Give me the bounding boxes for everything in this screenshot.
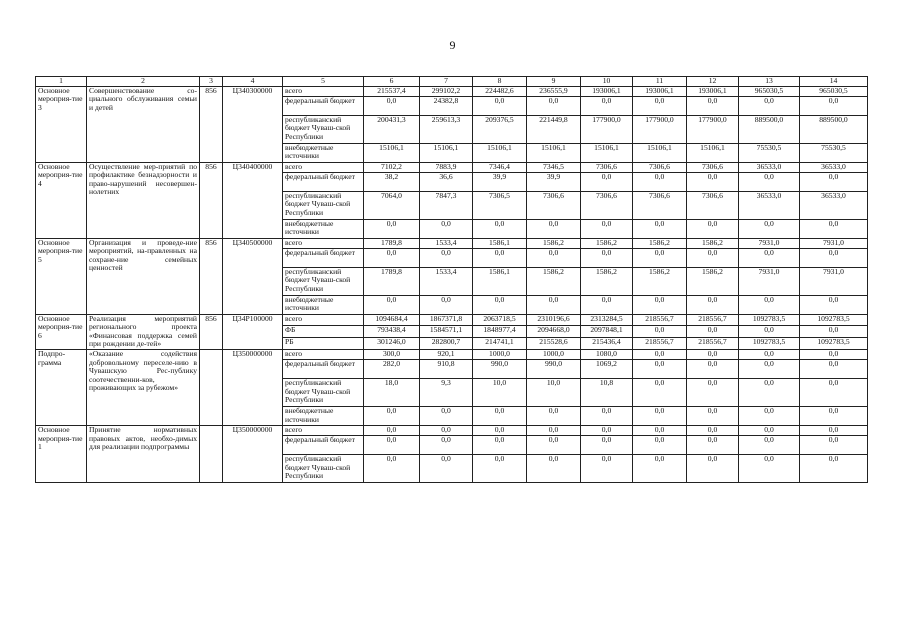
- value-cell: 0,0: [527, 295, 581, 314]
- value-cell: 0,0: [420, 435, 473, 454]
- value-cell: 38,2: [364, 172, 420, 191]
- header-cell: 1: [36, 77, 87, 87]
- value-cell: 9,3: [420, 378, 473, 406]
- value-cell: 0,0: [633, 425, 687, 435]
- block-code: Ц340300000: [223, 86, 283, 162]
- value-cell: 0,0: [800, 96, 868, 115]
- value-cell: 15106,1: [633, 143, 687, 162]
- value-cell: 7064,0: [364, 191, 420, 219]
- funding-source: внебюджетные источники: [283, 219, 364, 238]
- value-cell: 7306,6: [633, 162, 687, 172]
- value-cell: 15106,1: [687, 143, 739, 162]
- value-cell: 0,0: [527, 219, 581, 238]
- header-cell: 10: [581, 77, 633, 87]
- funding-source: всего: [283, 425, 364, 435]
- value-cell: 0,0: [581, 425, 633, 435]
- value-cell: 177900,0: [687, 115, 739, 143]
- value-cell: 215537,4: [364, 86, 420, 96]
- value-cell: 218556,7: [687, 314, 739, 326]
- value-cell: 1092783,5: [800, 314, 868, 326]
- table-header-row: [36, 77, 868, 87]
- value-cell: 39,9: [527, 172, 581, 191]
- value-cell: 1867371,8: [420, 314, 473, 326]
- value-cell: 1848977,4: [473, 326, 527, 338]
- value-cell: 0,0: [527, 248, 581, 267]
- value-cell: 889500,0: [800, 115, 868, 143]
- value-cell: 2310196,6: [527, 314, 581, 326]
- value-cell: 15106,1: [473, 143, 527, 162]
- value-cell: 1789,8: [364, 267, 420, 295]
- value-cell: 990,0: [527, 359, 581, 378]
- value-cell: 0,0: [364, 248, 420, 267]
- value-cell: 7931,0: [739, 238, 800, 248]
- value-cell: 221449,8: [527, 115, 581, 143]
- value-cell: 300,0: [364, 349, 420, 359]
- value-cell: 24382,8: [420, 96, 473, 115]
- value-cell: 15106,1: [364, 143, 420, 162]
- value-cell: 910,8: [420, 359, 473, 378]
- value-cell: 1586,1: [473, 267, 527, 295]
- block-column-3: [200, 425, 223, 482]
- value-cell: 0,0: [473, 295, 527, 314]
- value-cell: 0,0: [364, 454, 420, 482]
- value-cell: 965030,5: [800, 86, 868, 96]
- value-cell: 0,0: [739, 219, 800, 238]
- value-cell: 224482,6: [473, 86, 527, 96]
- value-cell: 2063718,5: [473, 314, 527, 326]
- value-cell: 0,0: [687, 378, 739, 406]
- value-cell: 282,0: [364, 359, 420, 378]
- header-cell: 9: [527, 77, 581, 87]
- value-cell: 0,0: [420, 219, 473, 238]
- value-cell: 7306,6: [687, 162, 739, 172]
- value-cell: 193006,1: [687, 86, 739, 96]
- value-cell: 10,8: [581, 378, 633, 406]
- value-cell: 1586,2: [527, 238, 581, 248]
- value-cell: 0,0: [633, 349, 687, 359]
- value-cell: 0,0: [633, 435, 687, 454]
- value-cell: 0,0: [420, 248, 473, 267]
- value-cell: 1586,2: [581, 238, 633, 248]
- value-cell: 0,0: [800, 219, 868, 238]
- block-column-3: 856: [200, 314, 223, 349]
- value-cell: 0,0: [581, 219, 633, 238]
- block-column-3: 856: [200, 162, 223, 238]
- value-cell: 0,0: [473, 219, 527, 238]
- funding-source: федеральный бюджет: [283, 359, 364, 378]
- value-cell: 7306,6: [581, 162, 633, 172]
- value-cell: 0,0: [633, 406, 687, 425]
- value-cell: 0,0: [633, 454, 687, 482]
- value-cell: 0,0: [581, 96, 633, 115]
- value-cell: 7306,6: [633, 191, 687, 219]
- block-code: Ц340400000: [223, 162, 283, 238]
- value-cell: 215436,4: [581, 338, 633, 350]
- value-cell: 0,0: [527, 435, 581, 454]
- block-code: Ц340500000: [223, 238, 283, 314]
- value-cell: 793438,4: [364, 326, 420, 338]
- block-description: Совершенствование со-циального обслуживания семьи и детей: [87, 86, 200, 162]
- value-cell: 0,0: [800, 378, 868, 406]
- value-cell: 301246,0: [364, 338, 420, 350]
- header-cell: 11: [633, 77, 687, 87]
- block-column-3: 856: [200, 86, 223, 162]
- header-cell: 7: [420, 77, 473, 87]
- value-cell: 0,0: [739, 454, 800, 482]
- value-cell: 0,0: [364, 219, 420, 238]
- funding-source: республиканский бюджет Чуваш-ской Республики: [283, 115, 364, 143]
- funding-source: всего: [283, 86, 364, 96]
- value-cell: 7931,0: [800, 267, 868, 295]
- header-cell: 8: [473, 77, 527, 87]
- value-cell: 920,1: [420, 349, 473, 359]
- value-cell: 0,0: [687, 454, 739, 482]
- value-cell: 259613,3: [420, 115, 473, 143]
- value-cell: 7306,5: [473, 191, 527, 219]
- value-cell: 1094684,4: [364, 314, 420, 326]
- value-cell: 0,0: [420, 425, 473, 435]
- value-cell: 1586,2: [581, 267, 633, 295]
- header-cell: 2: [87, 77, 200, 87]
- value-cell: 965030,5: [739, 86, 800, 96]
- value-cell: 18,0: [364, 378, 420, 406]
- value-cell: 1533,4: [420, 267, 473, 295]
- value-cell: 990,0: [473, 359, 527, 378]
- value-cell: 177900,0: [581, 115, 633, 143]
- value-cell: 0,0: [364, 435, 420, 454]
- funding-source: республиканский бюджет Чуваш-ской Республики: [283, 191, 364, 219]
- value-cell: 0,0: [800, 454, 868, 482]
- funding-source: республиканский бюджет Чуваш-ской Республики: [283, 454, 364, 482]
- value-cell: 7306,6: [687, 191, 739, 219]
- value-cell: 214741,1: [473, 338, 527, 350]
- value-cell: 193006,1: [633, 86, 687, 96]
- value-cell: 1586,2: [527, 267, 581, 295]
- value-cell: 0,0: [364, 406, 420, 425]
- value-cell: 2313284,5: [581, 314, 633, 326]
- block-description: Принятие нормативных правовых актов, необхо-димых для реализации подпрограммы: [87, 425, 200, 482]
- value-cell: 1069,2: [581, 359, 633, 378]
- funding-source: всего: [283, 349, 364, 359]
- value-cell: 0,0: [739, 425, 800, 435]
- value-cell: 7931,0: [800, 238, 868, 248]
- value-cell: 7306,6: [527, 191, 581, 219]
- value-cell: 10,0: [527, 378, 581, 406]
- value-cell: 0,0: [687, 172, 739, 191]
- value-cell: 0,0: [420, 454, 473, 482]
- value-cell: 0,0: [800, 359, 868, 378]
- value-cell: 1000,0: [473, 349, 527, 359]
- value-cell: 0,0: [633, 295, 687, 314]
- value-cell: 218556,7: [633, 338, 687, 350]
- block-description: Реализация мероприятий регионального проекта «Финансовая поддержка семей при рождении де-тей»: [87, 314, 200, 349]
- value-cell: 177900,0: [633, 115, 687, 143]
- value-cell: 0,0: [473, 96, 527, 115]
- value-cell: 39,9: [473, 172, 527, 191]
- funding-source: всего: [283, 162, 364, 172]
- value-cell: 0,0: [633, 219, 687, 238]
- table-body: [36, 77, 868, 483]
- value-cell: 0,0: [364, 96, 420, 115]
- value-cell: 0,0: [473, 435, 527, 454]
- value-cell: 1789,8: [364, 238, 420, 248]
- value-cell: 0,0: [739, 359, 800, 378]
- value-cell: 0,0: [687, 219, 739, 238]
- value-cell: 7847,3: [420, 191, 473, 219]
- value-cell: 1586,2: [633, 238, 687, 248]
- value-cell: 0,0: [800, 425, 868, 435]
- value-cell: 0,0: [739, 248, 800, 267]
- block-title: Основное мероприя-тие 6: [36, 314, 87, 349]
- header-cell: 12: [687, 77, 739, 87]
- block-code: Ц34Р100000: [223, 314, 283, 349]
- funding-source: всего: [283, 238, 364, 248]
- value-cell: 1092783,5: [800, 338, 868, 350]
- funding-source: ФБ: [283, 326, 364, 338]
- value-cell: 200431,3: [364, 115, 420, 143]
- value-cell: 236555,9: [527, 86, 581, 96]
- funding-source: федеральный бюджет: [283, 435, 364, 454]
- header-cell: 14: [800, 77, 868, 87]
- value-cell: 0,0: [633, 96, 687, 115]
- value-cell: 0,0: [687, 96, 739, 115]
- table-row: [36, 314, 868, 326]
- value-cell: 0,0: [527, 425, 581, 435]
- value-cell: 0,0: [581, 406, 633, 425]
- value-cell: 1092783,5: [739, 338, 800, 350]
- header-cell: 3: [200, 77, 223, 87]
- value-cell: 0,0: [364, 425, 420, 435]
- value-cell: 0,0: [687, 248, 739, 267]
- header-cell: 4: [223, 77, 283, 87]
- funding-source: федеральный бюджет: [283, 248, 364, 267]
- value-cell: 0,0: [687, 406, 739, 425]
- value-cell: 0,0: [633, 248, 687, 267]
- value-cell: 15106,1: [420, 143, 473, 162]
- block-code: Ц350000000: [223, 349, 283, 425]
- value-cell: 0,0: [527, 406, 581, 425]
- block-description: Организация и проведе-ние мероприятий, на-правленных на сохране-ние семейных ценностей: [87, 238, 200, 314]
- value-cell: 15106,1: [527, 143, 581, 162]
- value-cell: 0,0: [800, 172, 868, 191]
- value-cell: 0,0: [800, 435, 868, 454]
- block-title: Основное мероприя-тие 4: [36, 162, 87, 238]
- value-cell: 36,6: [420, 172, 473, 191]
- value-cell: 0,0: [633, 326, 687, 338]
- value-cell: 209376,5: [473, 115, 527, 143]
- value-cell: 1000,0: [527, 349, 581, 359]
- value-cell: 0,0: [800, 406, 868, 425]
- value-cell: 36533,0: [739, 191, 800, 219]
- block-column-3: 856: [200, 238, 223, 314]
- value-cell: 1092783,5: [739, 314, 800, 326]
- value-cell: 282800,7: [420, 338, 473, 350]
- value-cell: 0,0: [473, 406, 527, 425]
- funding-source: внебюджетные источники: [283, 295, 364, 314]
- value-cell: 0,0: [800, 295, 868, 314]
- value-cell: 0,0: [687, 435, 739, 454]
- value-cell: 0,0: [739, 435, 800, 454]
- value-cell: 0,0: [687, 326, 739, 338]
- value-cell: 7883,9: [420, 162, 473, 172]
- value-cell: 0,0: [527, 96, 581, 115]
- value-cell: 7346,5: [527, 162, 581, 172]
- value-cell: 0,0: [687, 349, 739, 359]
- value-cell: 0,0: [581, 435, 633, 454]
- value-cell: 218556,7: [633, 314, 687, 326]
- budget-table: [35, 76, 868, 483]
- funding-source: внебюджетные источники: [283, 406, 364, 425]
- funding-source: федеральный бюджет: [283, 172, 364, 191]
- value-cell: 7102,2: [364, 162, 420, 172]
- funding-source: республиканский бюджет Чуваш-ской Республики: [283, 378, 364, 406]
- funding-source: федеральный бюджет: [283, 96, 364, 115]
- value-cell: 0,0: [633, 359, 687, 378]
- value-cell: 15106,1: [581, 143, 633, 162]
- table-row: [36, 238, 868, 248]
- table-row: [36, 86, 868, 96]
- value-cell: 0,0: [473, 425, 527, 435]
- value-cell: 1586,2: [687, 238, 739, 248]
- value-cell: 0,0: [739, 349, 800, 359]
- block-title: Основное мероприя-тие 5: [36, 238, 87, 314]
- value-cell: 75530,5: [739, 143, 800, 162]
- value-cell: 0,0: [581, 172, 633, 191]
- value-cell: 2094668,0: [527, 326, 581, 338]
- value-cell: 0,0: [739, 406, 800, 425]
- value-cell: 0,0: [420, 406, 473, 425]
- header-cell: 13: [739, 77, 800, 87]
- value-cell: 0,0: [364, 295, 420, 314]
- value-cell: 0,0: [687, 425, 739, 435]
- value-cell: 1584571,1: [420, 326, 473, 338]
- value-cell: 218556,7: [687, 338, 739, 350]
- value-cell: 193006,1: [581, 86, 633, 96]
- value-cell: 0,0: [739, 326, 800, 338]
- value-cell: 0,0: [800, 248, 868, 267]
- value-cell: 0,0: [581, 295, 633, 314]
- table-row: [36, 162, 868, 172]
- value-cell: 0,0: [739, 172, 800, 191]
- block-code: Ц350000000: [223, 425, 283, 482]
- value-cell: 0,0: [527, 454, 581, 482]
- value-cell: 0,0: [473, 248, 527, 267]
- value-cell: 0,0: [420, 295, 473, 314]
- value-cell: 0,0: [800, 326, 868, 338]
- value-cell: 1586,2: [687, 267, 739, 295]
- value-cell: 0,0: [473, 454, 527, 482]
- value-cell: 7931,0: [739, 267, 800, 295]
- value-cell: 0,0: [633, 378, 687, 406]
- value-cell: 0,0: [800, 349, 868, 359]
- value-cell: 7346,4: [473, 162, 527, 172]
- value-cell: 7306,6: [581, 191, 633, 219]
- funding-source: внебюджетные источники: [283, 143, 364, 162]
- funding-source: республиканский бюджет Чуваш-ской Республики: [283, 267, 364, 295]
- value-cell: 1533,4: [420, 238, 473, 248]
- value-cell: 0,0: [687, 359, 739, 378]
- value-cell: 1586,2: [633, 267, 687, 295]
- page-number: 9: [449, 38, 456, 52]
- block-description: «Оказание содействия добровольному переселе-нию в Чувашскую Рес-публику соотечественни-ков, проживающих за рубежом»: [87, 349, 200, 425]
- block-title: Основное мероприя-тие 1: [36, 425, 87, 482]
- value-cell: 0,0: [581, 454, 633, 482]
- value-cell: 215528,6: [527, 338, 581, 350]
- block-title: Подпро-грамма: [36, 349, 87, 425]
- header-cell: 5: [283, 77, 364, 87]
- value-cell: 2097848,1: [581, 326, 633, 338]
- block-title: Основное мероприя-тие 3: [36, 86, 87, 162]
- value-cell: 889500,0: [739, 115, 800, 143]
- value-cell: 1586,1: [473, 238, 527, 248]
- header-cell: 6: [364, 77, 420, 87]
- value-cell: 0,0: [739, 295, 800, 314]
- value-cell: 75530,5: [800, 143, 868, 162]
- value-cell: 0,0: [687, 295, 739, 314]
- table-row: [36, 349, 868, 359]
- funding-source: РБ: [283, 338, 364, 350]
- value-cell: 36533,0: [800, 162, 868, 172]
- value-cell: 36533,0: [739, 162, 800, 172]
- table-row: [36, 425, 868, 435]
- value-cell: 0,0: [633, 172, 687, 191]
- block-description: Осуществление мер-приятий по профилактике безнадзорности и право-нарушений несовершен-нолетних: [87, 162, 200, 238]
- value-cell: 299102,2: [420, 86, 473, 96]
- value-cell: 1080,0: [581, 349, 633, 359]
- value-cell: 0,0: [739, 96, 800, 115]
- value-cell: 36533,0: [800, 191, 868, 219]
- funding-source: всего: [283, 314, 364, 326]
- value-cell: 10,0: [473, 378, 527, 406]
- block-column-3: [200, 349, 223, 425]
- value-cell: 0,0: [581, 248, 633, 267]
- value-cell: 0,0: [739, 378, 800, 406]
